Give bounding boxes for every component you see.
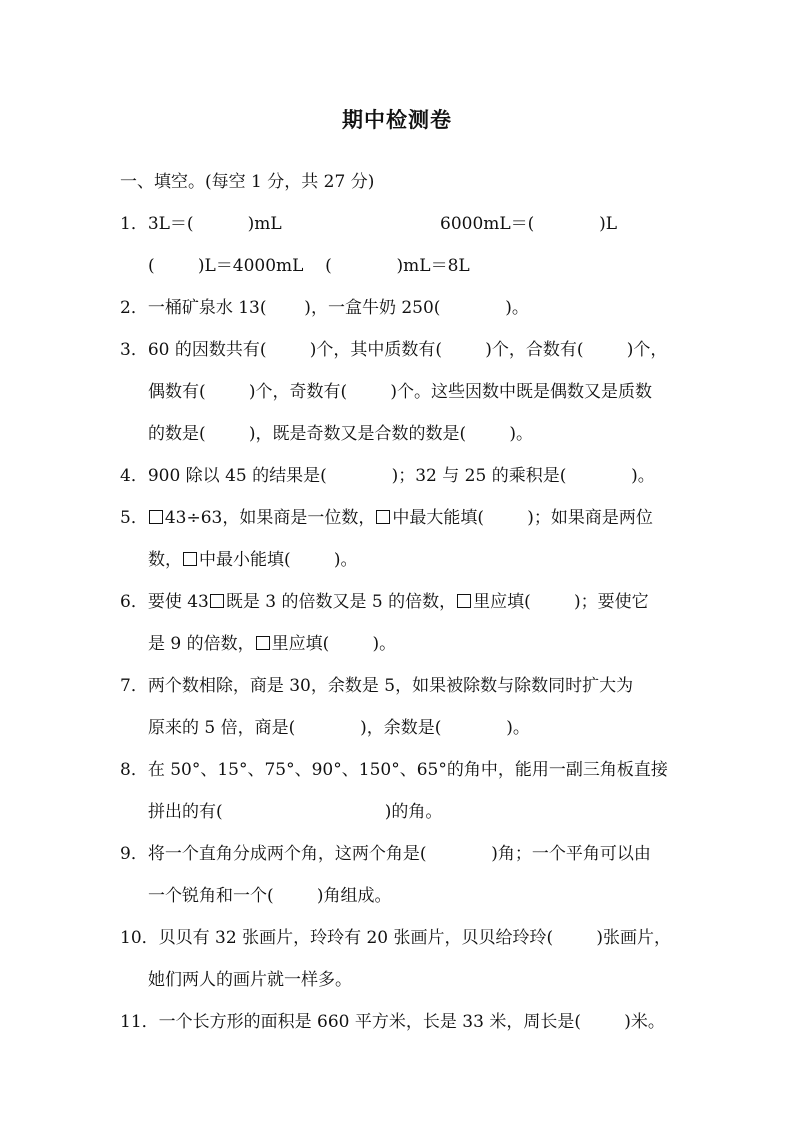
- blank-box-icon: [256, 636, 270, 650]
- question-10-line-1: 10．贝贝有 32 张画片，玲玲有 20 张画片，贝贝给玲玲( )张画片，: [120, 928, 672, 948]
- question-10-line-2: 她们两人的画片就一样多。: [148, 970, 352, 990]
- question-8-line-1: 8．在 50°、15°、75°、90°、150°、65°的角中，能用一副三角板直接: [120, 760, 668, 780]
- question-4: 4．900 除以 45 的结果是( )；32 与 25 的乘积是( )。: [120, 466, 655, 486]
- blank-box-icon: [376, 510, 390, 524]
- question-3-line-3: 的数是( )，既是奇数又是合数的数是( )。: [148, 424, 533, 444]
- question-7-line-2: 原来的 5 倍，商是( )，余数是( )。: [148, 718, 530, 738]
- question-6-text-d: 是 9 的倍数，: [148, 634, 255, 654]
- question-7-line-1: 7．两个数相除，商是 30，余数是 5，如果被除数与除数同时扩大为: [120, 676, 634, 696]
- question-5-line-2: [148, 548, 358, 572]
- section-heading: 一、填空。(每空 1 分，共 27 分): [120, 172, 375, 192]
- question-6-text-e: 里应填( )。: [271, 634, 397, 654]
- page-title: 期中检测卷: [342, 108, 452, 132]
- question-6-text-b: 既是 3 的倍数又是 5 的倍数，: [225, 592, 457, 612]
- blank-box-icon: [149, 510, 163, 524]
- blank-box-icon: [457, 594, 471, 608]
- question-1-line-1: 1．3L＝( )mL: [120, 214, 282, 234]
- question-11: 11．一个长方形的面积是 660 平方米，长是 33 米，周长是( )米。: [120, 1012, 665, 1032]
- question-9-line-2: 一个锐角和一个( )角组成。: [148, 886, 392, 906]
- question-9-line-1: 9．将一个直角分成两个角，这两个角是( )角；一个平角可以由: [120, 844, 651, 864]
- question-5-text-c: 数，: [148, 550, 182, 570]
- question-5-number: 5．: [120, 508, 148, 528]
- question-8-line-2: 拼出的有( )的角。: [148, 802, 443, 822]
- question-1-line-2: ( )L＝4000mL ( )mL＝8L: [148, 256, 470, 276]
- blank-box-icon: [183, 552, 197, 566]
- question-6-line-1: [120, 590, 649, 614]
- blank-box-icon: [210, 594, 224, 608]
- question-6-text-c: 里应填( )；要使它: [473, 592, 649, 612]
- question-1-line-1-right: 6000mL＝( )L: [440, 214, 618, 234]
- question-5-text-a: 43÷63，如果商是一位数，: [164, 508, 376, 528]
- question-2: 2．一桶矿泉水 13( )，一盒牛奶 250( )。: [120, 298, 529, 318]
- question-3-line-1: 3．60 的因数共有( )个，其中质数有( )个，合数有( )个，: [120, 340, 668, 360]
- question-3-line-2: 偶数有( )个，奇数有( )个。这些因数中既是偶数又是质数: [148, 382, 652, 402]
- question-5-text-d: 中最小能填( )。: [199, 550, 358, 570]
- question-6-line-2: [148, 632, 396, 656]
- question-5-line-1: [120, 506, 653, 530]
- question-5-text-b: 中最大能填( )；如果商是两位: [392, 508, 653, 528]
- question-6-text-a: 6．要使 43: [120, 592, 209, 612]
